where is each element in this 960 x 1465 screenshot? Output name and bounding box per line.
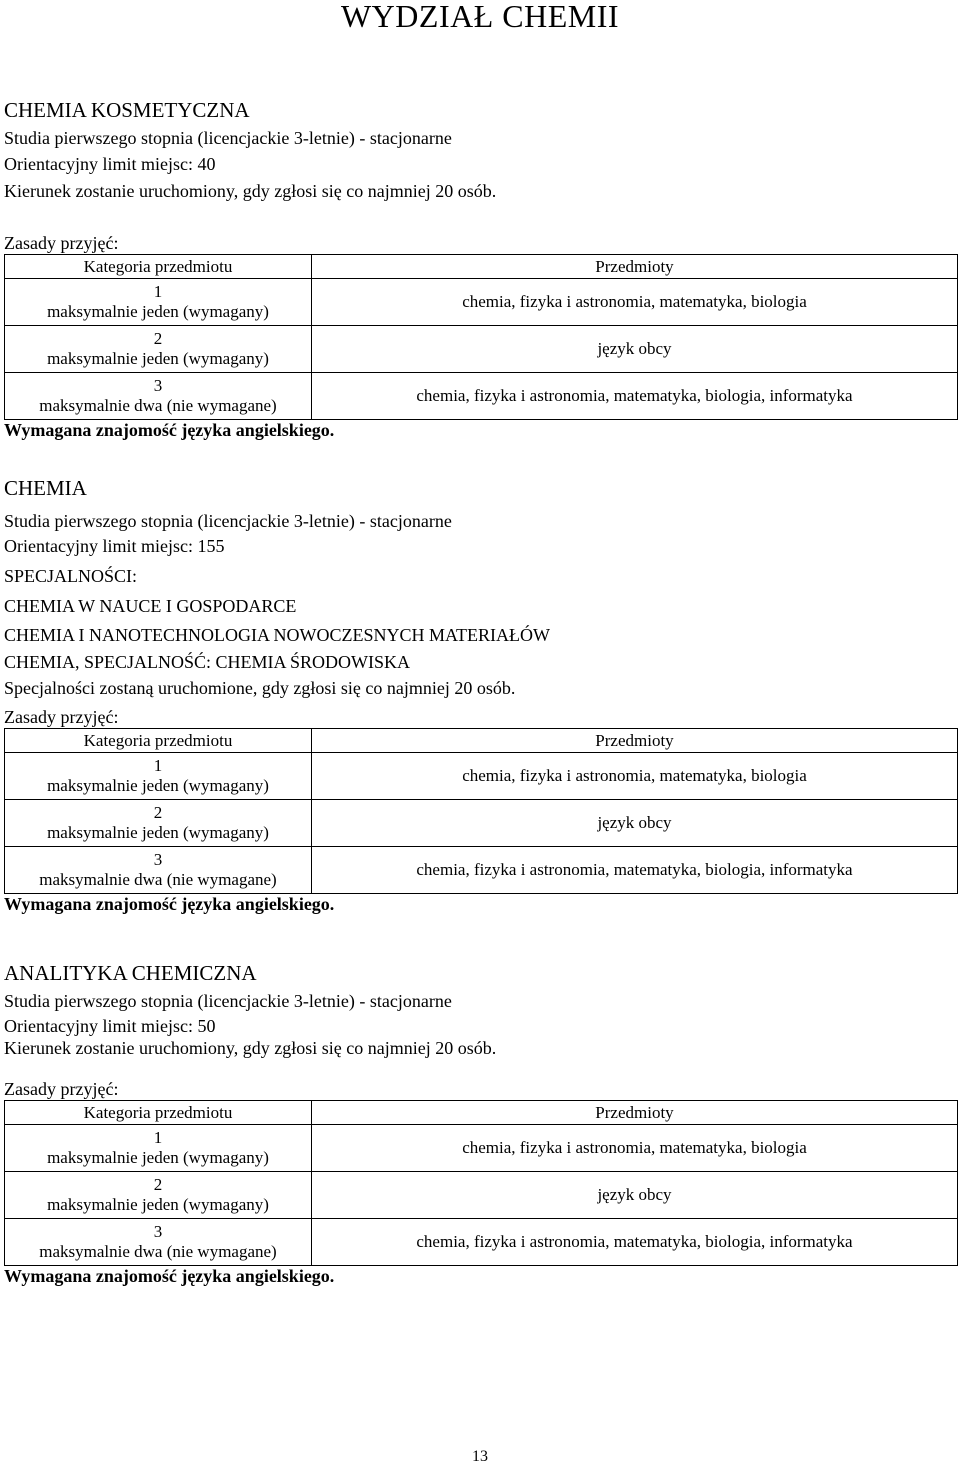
table-row xyxy=(5,1219,958,1266)
category-number: 2 xyxy=(153,803,163,822)
category-desc: maksymalnie jeden (wymagany) xyxy=(47,823,269,842)
launch-note: Kierunek zostanie uruchomiony, gdy zgłosi się co najmniej 20 osób. xyxy=(4,1038,497,1058)
seat-limit-label: Orientacyjny limit miejsc: xyxy=(4,154,198,174)
specialization-item: CHEMIA I NANOTECHNOLOGIA NOWOCZESNYCH MATERIAŁÓW xyxy=(4,625,550,645)
category-number: 1 xyxy=(153,756,163,775)
specialization-item: CHEMIA W NAUCE I GOSPODARCE xyxy=(4,596,297,616)
rules-label: Zasady przyjęć: xyxy=(4,707,119,727)
specialization-item: CHEMIA, SPECJALNOŚĆ: CHEMIA ŚRODOWISKA xyxy=(4,652,411,672)
specializations-label: SPECJALNOŚCI: xyxy=(4,566,138,586)
table-header-row xyxy=(5,1101,958,1125)
section-title: ANALITYKA CHEMICZNA xyxy=(4,961,257,985)
header-subjects: Przedmioty xyxy=(312,1101,958,1125)
category-number: 3 xyxy=(153,850,163,869)
page-number: 13 xyxy=(472,1448,488,1465)
category-desc: maksymalnie dwa (nie wymagane) xyxy=(39,396,277,415)
table-row xyxy=(5,1172,958,1219)
table-row xyxy=(5,753,958,800)
section-title: CHEMIA xyxy=(4,476,87,500)
category-cell xyxy=(5,1219,312,1266)
category-desc: maksymalnie jeden (wymagany) xyxy=(47,1148,269,1167)
category-desc: maksymalnie jeden (wymagany) xyxy=(47,302,269,321)
table-row xyxy=(5,847,958,894)
table-row xyxy=(5,326,958,373)
subjects-cell: chemia, fizyka i astronomia, matematyka, biologia, informatyka xyxy=(312,847,958,894)
category-number: 2 xyxy=(153,1175,163,1194)
header-subjects: Przedmioty xyxy=(312,255,958,279)
table-row xyxy=(5,1125,958,1172)
subjects-cell: chemia, fizyka i astronomia, matematyka, biologia xyxy=(312,1125,958,1172)
language-requirement: Wymagana znajomość języka angielskiego. xyxy=(4,1266,335,1286)
category-cell xyxy=(5,800,312,847)
subjects-cell: język obcy xyxy=(312,1172,958,1219)
category-desc: maksymalnie dwa (nie wymagane) xyxy=(39,1242,277,1261)
subjects-cell: chemia, fizyka i astronomia, matematyka, biologia xyxy=(312,279,958,326)
table-row xyxy=(5,279,958,326)
rules-label: Zasady przyjęć: xyxy=(4,233,119,253)
header-subjects: Przedmioty xyxy=(312,729,958,753)
table-row xyxy=(5,800,958,847)
category-number: 1 xyxy=(153,282,163,301)
seat-limit-value: 50 xyxy=(197,1016,216,1036)
category-cell xyxy=(5,847,312,894)
subjects-cell: język obcy xyxy=(312,800,958,847)
category-desc: maksymalnie jeden (wymagany) xyxy=(47,349,269,368)
table-header-row xyxy=(5,729,958,753)
category-number: 2 xyxy=(153,329,163,348)
category-cell xyxy=(5,753,312,800)
admission-table xyxy=(4,1100,958,1266)
study-type: Studia pierwszego stopnia (licencjackie 3-letnie) - stacjonarne xyxy=(4,128,452,148)
rules-label: Zasady przyjęć: xyxy=(4,1079,119,1099)
category-cell xyxy=(5,1125,312,1172)
admission-table xyxy=(4,728,958,894)
section-title: CHEMIA KOSMETYCZNA xyxy=(4,98,250,122)
category-number: 1 xyxy=(153,1128,163,1147)
subjects-cell: chemia, fizyka i astronomia, matematyka, biologia, informatyka xyxy=(312,1219,958,1266)
seat-limit-value: 155 xyxy=(197,536,225,556)
seat-limit xyxy=(4,537,224,555)
category-desc: maksymalnie dwa (nie wymagane) xyxy=(39,870,277,889)
table-header-row xyxy=(5,255,958,279)
language-requirement: Wymagana znajomość języka angielskiego. xyxy=(4,894,335,914)
page-title: WYDZIAŁ CHEMII xyxy=(340,0,620,34)
header-category: Kategoria przedmiotu xyxy=(5,729,312,753)
category-cell xyxy=(5,326,312,373)
subjects-cell: chemia, fizyka i astronomia, matematyka, biologia, informatyka xyxy=(312,373,958,420)
category-cell xyxy=(5,1172,312,1219)
admission-table xyxy=(4,254,958,420)
seat-limit xyxy=(4,155,215,173)
seat-limit-label: Orientacyjny limit miejsc: xyxy=(4,1016,198,1036)
category-cell xyxy=(5,373,312,420)
header-category: Kategoria przedmiotu xyxy=(5,255,312,279)
study-type: Studia pierwszego stopnia (licencjackie 3-letnie) - stacjonarne xyxy=(4,511,452,531)
table-row xyxy=(5,373,958,420)
subjects-cell: język obcy xyxy=(312,326,958,373)
seat-limit-label: Orientacyjny limit miejsc: xyxy=(4,536,198,556)
language-requirement: Wymagana znajomość języka angielskiego. xyxy=(4,420,335,440)
header-category: Kategoria przedmiotu xyxy=(5,1101,312,1125)
launch-note: Kierunek zostanie uruchomiony, gdy zgłosi się co najmniej 20 osób. xyxy=(4,181,497,201)
category-desc: maksymalnie jeden (wymagany) xyxy=(47,1195,269,1214)
study-type: Studia pierwszego stopnia (licencjackie 3-letnie) - stacjonarne xyxy=(4,991,452,1011)
category-number: 3 xyxy=(153,1222,163,1241)
subjects-cell: chemia, fizyka i astronomia, matematyka, biologia xyxy=(312,753,958,800)
category-number: 3 xyxy=(153,376,163,395)
launch-note: Specjalności zostaną uruchomione, gdy zgłosi się co najmniej 20 osób. xyxy=(4,678,516,698)
seat-limit xyxy=(4,1017,215,1035)
category-cell xyxy=(5,279,312,326)
category-desc: maksymalnie jeden (wymagany) xyxy=(47,776,269,795)
seat-limit-value: 40 xyxy=(197,154,216,174)
